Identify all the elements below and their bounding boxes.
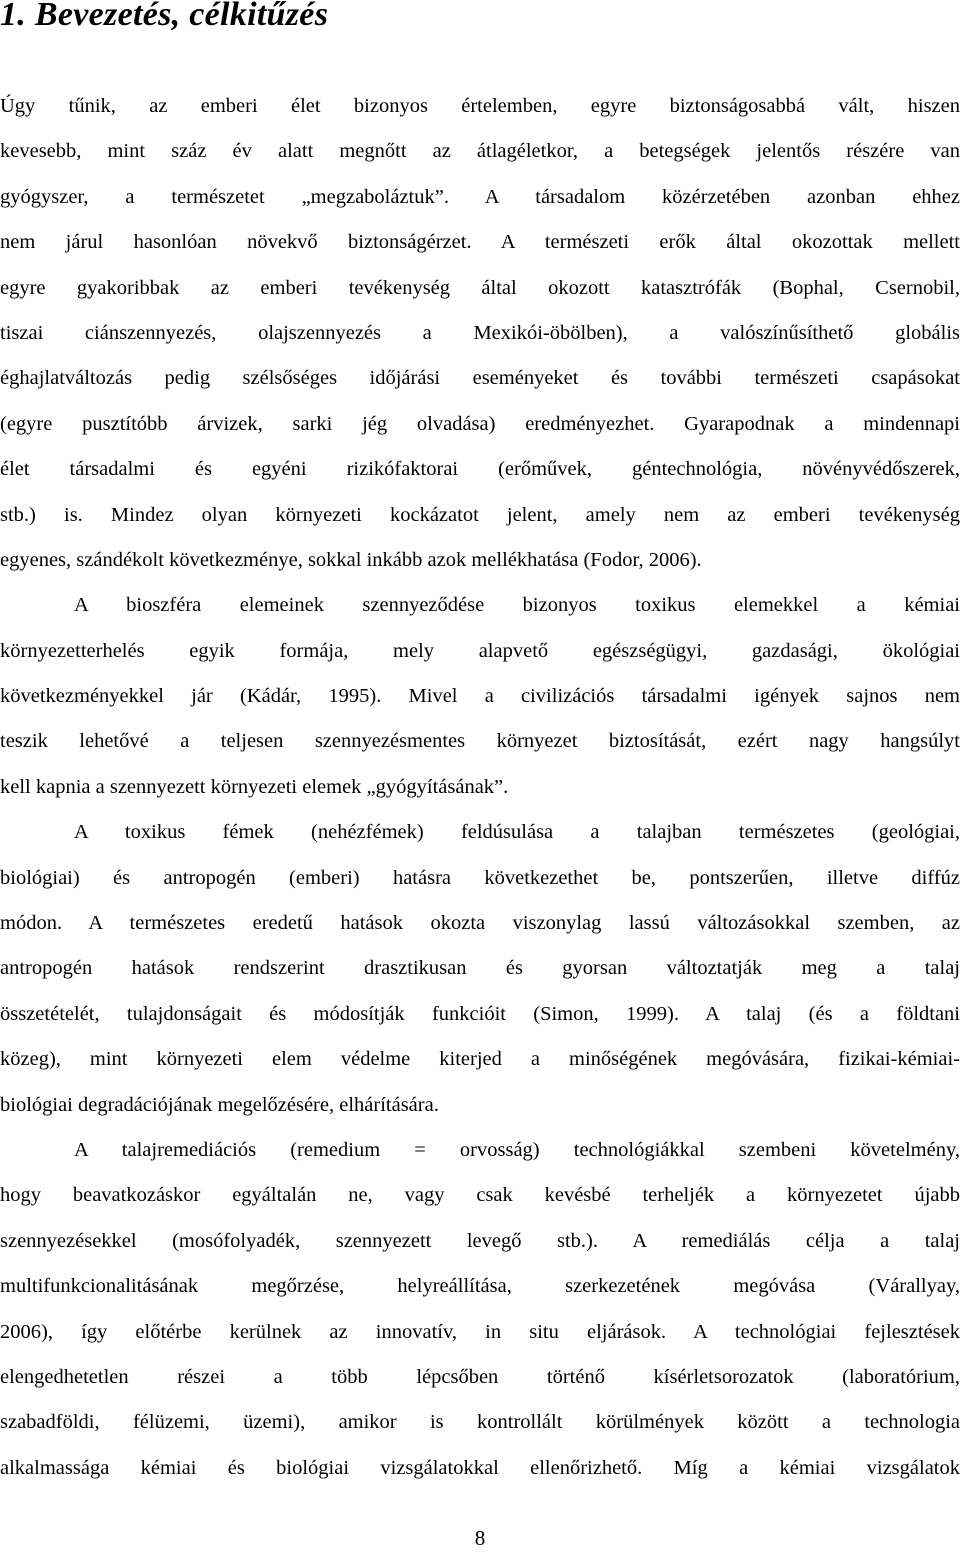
text-line: biológiai) és antropogén (emberi) hatásra következethet be, pontszerűen, illetve diffúz	[0, 866, 960, 889]
text-line: következményekkel jár (Kádár, 1995). Mivel a civilizációs társadalmi igények sajnos nem	[0, 685, 960, 708]
text-line: szennyezésekkel (mosófolyadék, szennyezett levegő stb.). A remediálás célja a talaj	[0, 1229, 960, 1252]
text-line: biológiai degradációjának megelőzésére, elhárítására.	[0, 1093, 439, 1116]
text-line: A bioszféra elemeinek szennyeződése bizonyos toxikus elemekkel a kémiai	[74, 594, 960, 617]
text-line: hogy beavatkozáskor egyáltalán ne, vagy csak kevésbé terheljék a környezetet újabb	[0, 1184, 960, 1207]
text-line: környezetterhelés egyik formája, mely alapvető egészségügyi, gazdasági, ökológiai	[0, 639, 960, 662]
text-line: Úgy tűnik, az emberi élet bizonyos értelemben, egyre biztonságosabbá vált, hiszen	[0, 95, 960, 117]
text-line: szabadföldi, félüzemi, üzemi), amikor is kontrollált körülmények között a technologia	[0, 1411, 960, 1434]
text-line: gyógyszer, a természetet „megzaboláztuk”. A társadalom közérzetében azonban ehhez	[0, 185, 960, 208]
text-line: közeg), mint környezeti elem védelme kiterjed a minőségének megóvására, fizikai-kémiai-	[0, 1048, 960, 1071]
text-line: egyre gyakoribbak az emberi tevékenység által okozott katasztrófák (Bophal, Csernobil,	[0, 276, 960, 299]
text-line: elengedhetetlen részei a több lépcsőben történő kísérletsorozatok (laboratórium,	[0, 1365, 960, 1388]
text-line: élet társadalmi és egyéni rizikófaktorai (erőművek, géntechnológia, növényvédőszerek,	[0, 458, 960, 481]
text-line: éghajlatváltozás pedig szélsőséges időjárási eseményeket és további természeti csapásokat	[0, 367, 960, 390]
text-line: alkalmassága kémiai és biológiai vizsgálatokkal ellenőrizhető. Míg a kémiai vizsgálatok	[0, 1456, 960, 1479]
text-line: tiszai ciánszennyezés, olajszennyezés a Mexikói-öbölben), a valószínűsíthető globális	[0, 321, 960, 344]
text-line: kevesebb, mint száz év alatt megnőtt az átlagéletkor, a betegségek jelentős részére van	[0, 140, 960, 163]
section-heading: 1. Bevezetés, célkitűzés	[0, 0, 329, 33]
text-line: összetételét, tulajdonságait és módosítják funkcióit (Simon, 1999). A talaj (és a földtani	[0, 1002, 960, 1025]
text-line: kell kapnia a szennyezett környezeti elemek „gyógyításának”.	[0, 775, 509, 798]
page-number: 8	[474, 1526, 486, 1550]
text-line: multifunkcionalitásának megőrzése, helyreállítása, szerkezetének megóvása (Várallyay,	[0, 1275, 960, 1298]
text-line: egyenes, szándékolt következménye, sokkal inkább azok mellékhatása (Fodor, 2006).	[0, 548, 702, 571]
text-line: antropogén hatások rendszerint drasztikusan és gyorsan változtatják meg a talaj	[0, 957, 960, 980]
text-line: nem járul hasonlóan növekvő biztonságérzet. A természeti erők által okozottak mellett	[0, 231, 960, 254]
text-line: stb.) is. Mindez olyan környezeti kockázatot jelent, amely nem az emberi tevékenység	[0, 503, 960, 526]
text-line: A talajremediációs (remedium = orvosság) technológiákkal szembeni követelmény,	[74, 1138, 960, 1161]
text-line: A toxikus fémek (nehézfémek) feldúsulása a talajban természetes (geológiai,	[74, 821, 960, 844]
body-text	[0, 84, 960, 1491]
text-line: 2006), így előtérbe kerülnek az innovatív, in situ eljárások. A technológiai fejlesztések	[0, 1320, 960, 1343]
text-line: módon. A természetes eredetű hatások okozta viszonylag lassú változásokkal szemben, az	[0, 912, 960, 935]
text-line: (egyre pusztítóbb árvizek, sarki jég olvadása) eredményezhet. Gyarapodnak a mindennapi	[0, 412, 960, 435]
text-line: teszik lehetővé a teljesen szennyezésmentes környezet biztosítását, ezért nagy hangsúlyt	[0, 730, 960, 753]
